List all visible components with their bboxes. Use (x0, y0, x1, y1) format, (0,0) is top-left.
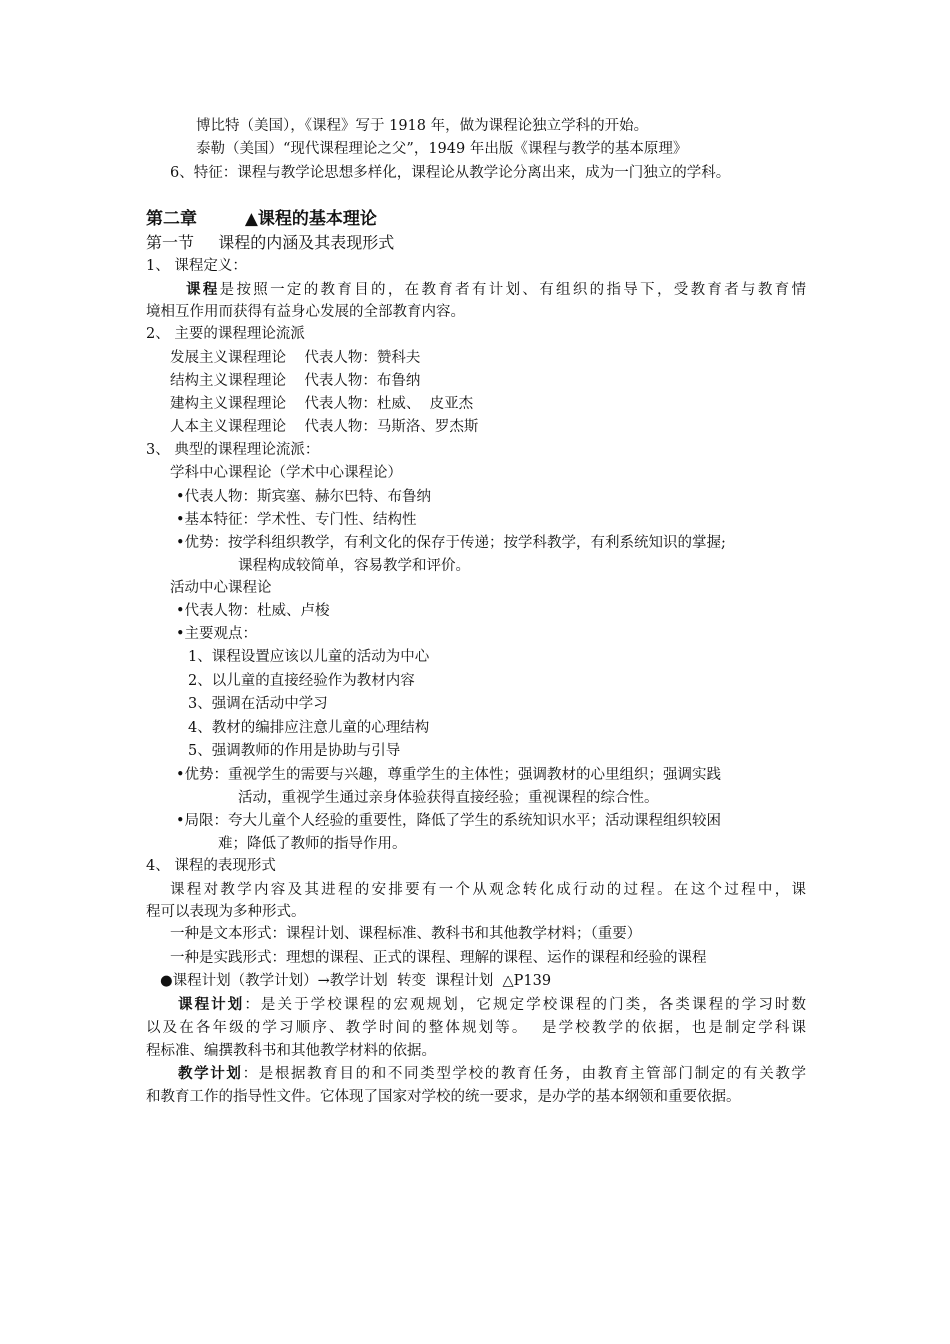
activity-representatives: •代表人物：杜威、卢梭 (176, 603, 330, 619)
definition-line-2: 境相互作用而获得有益身心发展的全部教育内容。 (146, 304, 465, 320)
subject-advantages-1: •优势：按学科组织教学，有利文化的保存于传递；按学科教学，有利系统知识的掌握; (176, 535, 726, 551)
definition-text-1: 是按照一定的教育目的，在教育者有计划、有组织的指导下，受教育者与教育情 (219, 282, 806, 298)
subject-features: •基本特征：学术性、专门性、结构性 (176, 512, 417, 528)
section-title: 课程的内涵及其表现形式 (218, 233, 395, 252)
intro-line-tyler: 泰勒（美国）“现代课程理论之父”，1949 年出版《课程与教学的基本原理》 (196, 141, 688, 157)
school-item: 结构主义课程理论 代表人物：布鲁纳 (170, 373, 421, 389)
practice-form-line: 一种是实践形式：理想的课程、正式的课程、理解的课程、运作的课程和经验的课程 (170, 950, 707, 966)
subject-advantages-2: 课程构成较简单，容易教学和评价。 (238, 558, 470, 574)
activity-view-item: 3、强调在活动中学习 (188, 696, 328, 712)
forms-paragraph-1a: 课程对教学内容及其进程的安排要有一个从观念转化成行动的过程。在这个过程中，课 (170, 882, 806, 898)
activity-limitations-2: 难；降低了教师的指导作用。 (218, 836, 407, 852)
teaching-plan-line-1 (178, 1064, 806, 1084)
definition-term: 课程 (186, 281, 220, 298)
curriculum-plan-line-3: 程标准、编撰教科书和其他教学材料的依据。 (146, 1043, 436, 1059)
definition-heading: 1、 课程定义： (146, 258, 247, 274)
school-item: 人本主义课程理论 代表人物：马斯洛、罗杰斯 (170, 419, 479, 435)
chapter-heading (146, 209, 377, 229)
forms-paragraph-1b: 程可以表现为多种形式。 (146, 904, 306, 920)
typical-heading: 3、 典型的课程理论流派： (146, 442, 320, 458)
activity-view-item: 4、教材的编排应注意儿童的心理结构 (188, 720, 430, 736)
teaching-plan-line-2: 和教育工作的指导性文件。它体现了国家对学校的统一要求，是办学的基本纲领和重要依据。 (146, 1089, 741, 1105)
school-item: 发展主义课程理论 代表人物：赞科夫 (170, 350, 421, 366)
teaching-plan-text-1: ：是根据教育目的和不同类型学校的教育任务，由教育主管部门制定的有关教学 (242, 1066, 807, 1082)
chapter-number: 第二章 (146, 209, 197, 229)
intro-line-feature: 6、特征：课程与教学论思想多样化，课程论从教学论分离出来，成为一门独立的学科。 (170, 165, 731, 181)
activity-centered-title: 活动中心课程论 (170, 580, 272, 596)
subject-centered-title: 学科中心课程论（学术中心课程论） (170, 465, 402, 481)
activity-view-item: 5、强调教师的作用是协助与引导 (188, 743, 401, 759)
section-heading (146, 233, 394, 253)
forms-heading: 4、 课程的表现形式 (146, 858, 276, 874)
subject-representatives: •代表人物：斯宾塞、赫尔巴特、布鲁纳 (176, 489, 432, 505)
activity-advantages-2: 活动，重视学生通过亲身体验获得直接经验；重视课程的综合性。 (238, 790, 659, 806)
curriculum-plan-line-2: 以及在各年级的学习顺序、教学时间的整体规划等。 是学校教学的依据，也是制定学科课 (146, 1020, 806, 1036)
schools-heading: 2、 主要的课程理论流派 (146, 326, 305, 342)
teaching-plan-term: 教学计划 (178, 1065, 243, 1082)
text-form-line: 一种是文本形式：课程计划、课程标准、教科书和其他教学材料；（重要） (170, 926, 642, 942)
intro-line-bobbitt: 博比特（美国），《课程》写于 1918 年，做为课程论独立学科的开始。 (196, 118, 649, 134)
school-item: 建构主义课程理论 代表人物：杜威、 皮亚杰 (170, 396, 474, 412)
activity-advantages-1: •优势：重视学生的需要与兴趣，尊重学生的主体性；强调教材的心里组织；强调实践 (176, 767, 722, 783)
curriculum-plan-bullet: ●课程计划（教学计划）→教学计划 转变 课程计划 △P139 (160, 973, 552, 989)
chapter-title: ▲课程的基本理论 (244, 209, 377, 229)
curriculum-plan-line-1 (178, 995, 806, 1015)
section-number: 第一节 (146, 233, 195, 252)
curriculum-plan-term: 课程计划 (178, 996, 245, 1013)
activity-limitations-1: •局限：夸大儿童个人经验的重要性，降低了学生的系统知识水平；活动课程组织较困 (176, 813, 722, 829)
curriculum-plan-text-1: ：是关于学校课程的宏观规划，它规定学校课程的门类，各类课程的学习时数 (244, 997, 807, 1013)
definition-line-1 (186, 280, 806, 300)
activity-views-label: •主要观点： (176, 626, 258, 642)
activity-view-item: 2、以儿童的直接经验作为教材内容 (188, 673, 415, 689)
activity-view-item: 1、课程设置应该以儿童的活动为中心 (188, 649, 430, 665)
